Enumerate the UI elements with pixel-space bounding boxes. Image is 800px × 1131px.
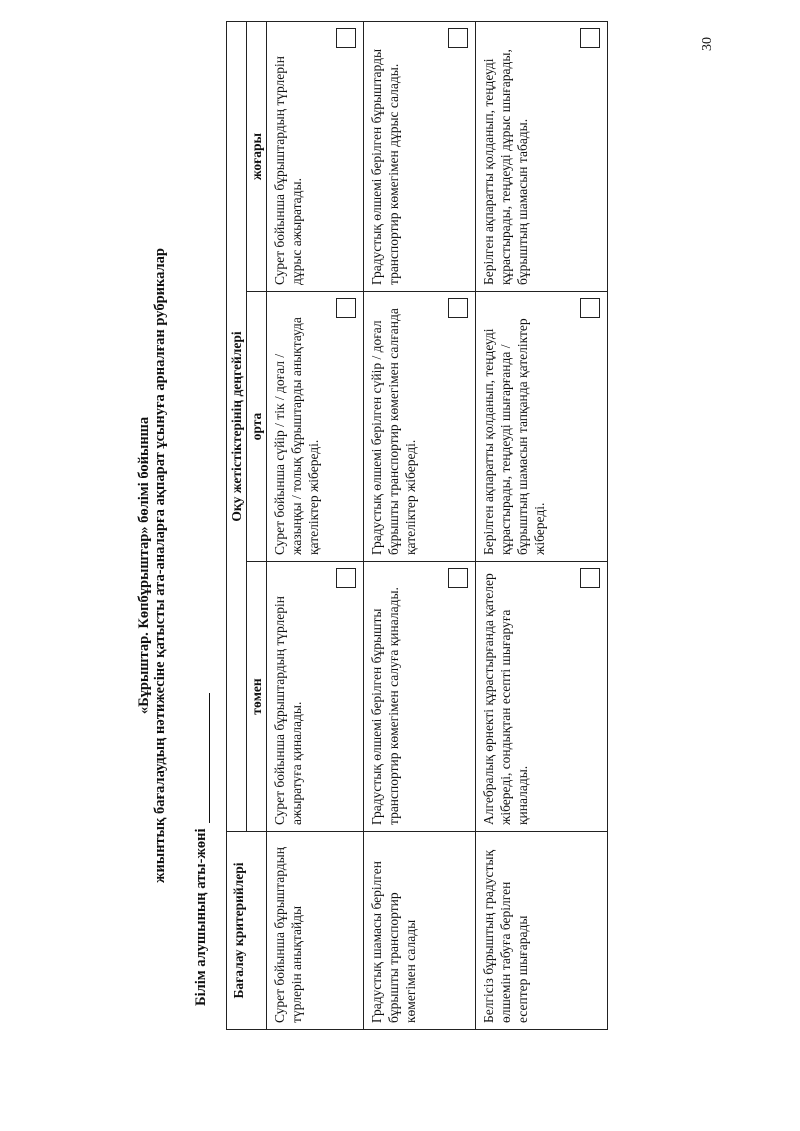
rubric-table — [226, 21, 608, 1030]
mid-text: Берілген ақпаратты қолданып, теңдеуді құрастырады, теңдеуді шығарғанда / бұрыштың шамасын тапқанда қателіктер жібереді. — [481, 318, 547, 555]
checkbox[interactable] — [448, 298, 468, 318]
checkbox[interactable] — [336, 568, 356, 588]
low-text: Градустық өлшемі берілген бұрышты транспортир көмегімен салуға қиналады. — [369, 587, 401, 825]
level-mid-header: орта — [247, 292, 267, 562]
levels-header: Оқу жетістіктерінің деңгейлері — [227, 22, 247, 832]
table-row — [267, 22, 364, 1030]
page-number: 30 — [700, 37, 715, 51]
checkbox[interactable] — [580, 28, 600, 48]
checkbox[interactable] — [580, 568, 600, 588]
high-text: Берілген ақпаратты қолданып, теңдеуді құрастырады, теңдеуді дұрыс шығарады, бұрыштың шамасын табады. — [481, 49, 530, 285]
high-cell — [364, 22, 476, 292]
checkbox[interactable] — [580, 298, 600, 318]
high-cell — [476, 22, 608, 292]
mid-cell — [364, 292, 476, 562]
low-text: Сурет бойынша бұрыштардың түрлерін ажыратуға қиналады. — [272, 595, 304, 825]
low-text: Алгебралық өрнекті құрастырғанда қателер жібереді, сондықтан есепті шығаруға қиналады. — [481, 573, 530, 825]
checkbox[interactable] — [336, 28, 356, 48]
high-text: Градустық өлшемі берілген бұрыштарды транспортир көмегімен дұрыс салады. — [369, 48, 401, 285]
criterion-cell: Белгісіз бұрыштың градустық өлшемін табуға берілген есептер шығарады — [476, 832, 608, 1030]
title-line-2: жиынтық бағалаудың нәтижесіне қатысты ата-аналарға ақпарат ұсынуға арналған рубрикалар — [152, 248, 168, 883]
low-cell — [364, 562, 476, 832]
table-row — [364, 22, 476, 1030]
level-low-header: төмен — [247, 562, 267, 832]
title-line-1: «Бұрыштар. Көпбұрыштар» бөлімі бойынша — [136, 416, 152, 715]
criterion-cell: Сурет бойынша бұрыштардың түрлерін анықтайды — [267, 832, 364, 1030]
low-cell — [476, 562, 608, 832]
checkbox[interactable] — [448, 568, 468, 588]
mid-cell — [267, 292, 364, 562]
low-cell — [267, 562, 364, 832]
mid-text: Сурет бойынша сүйір / тік / доғал / жазыңқы / толық бұрыштарды анықтауда қателіктер жібереді. — [272, 317, 321, 555]
student-name-field — [193, 693, 210, 1006]
student-name-label: Білім алушының аты-жөні — [193, 828, 209, 1006]
student-name-blank[interactable] — [197, 693, 210, 823]
level-high-header: жоғары — [247, 22, 267, 292]
mid-cell — [476, 292, 608, 562]
high-cell — [267, 22, 364, 292]
criterion-cell: Градустық шамасы берілген бұрышты транспортир көмегімен салады — [364, 832, 476, 1030]
checkbox[interactable] — [336, 298, 356, 318]
high-text: Сурет бойынша бұрыштардың түрлерін дұрыс ажыратады. — [272, 55, 304, 285]
checkbox[interactable] — [448, 28, 468, 48]
criteria-header: Бағалау критерийлері — [227, 832, 267, 1030]
mid-text: Градустық өлшемі берілген сүйір / доғал бұрышты транспортир көмегімен салғанда қателіктер жібереді. — [369, 308, 418, 555]
table-row — [476, 22, 608, 1030]
